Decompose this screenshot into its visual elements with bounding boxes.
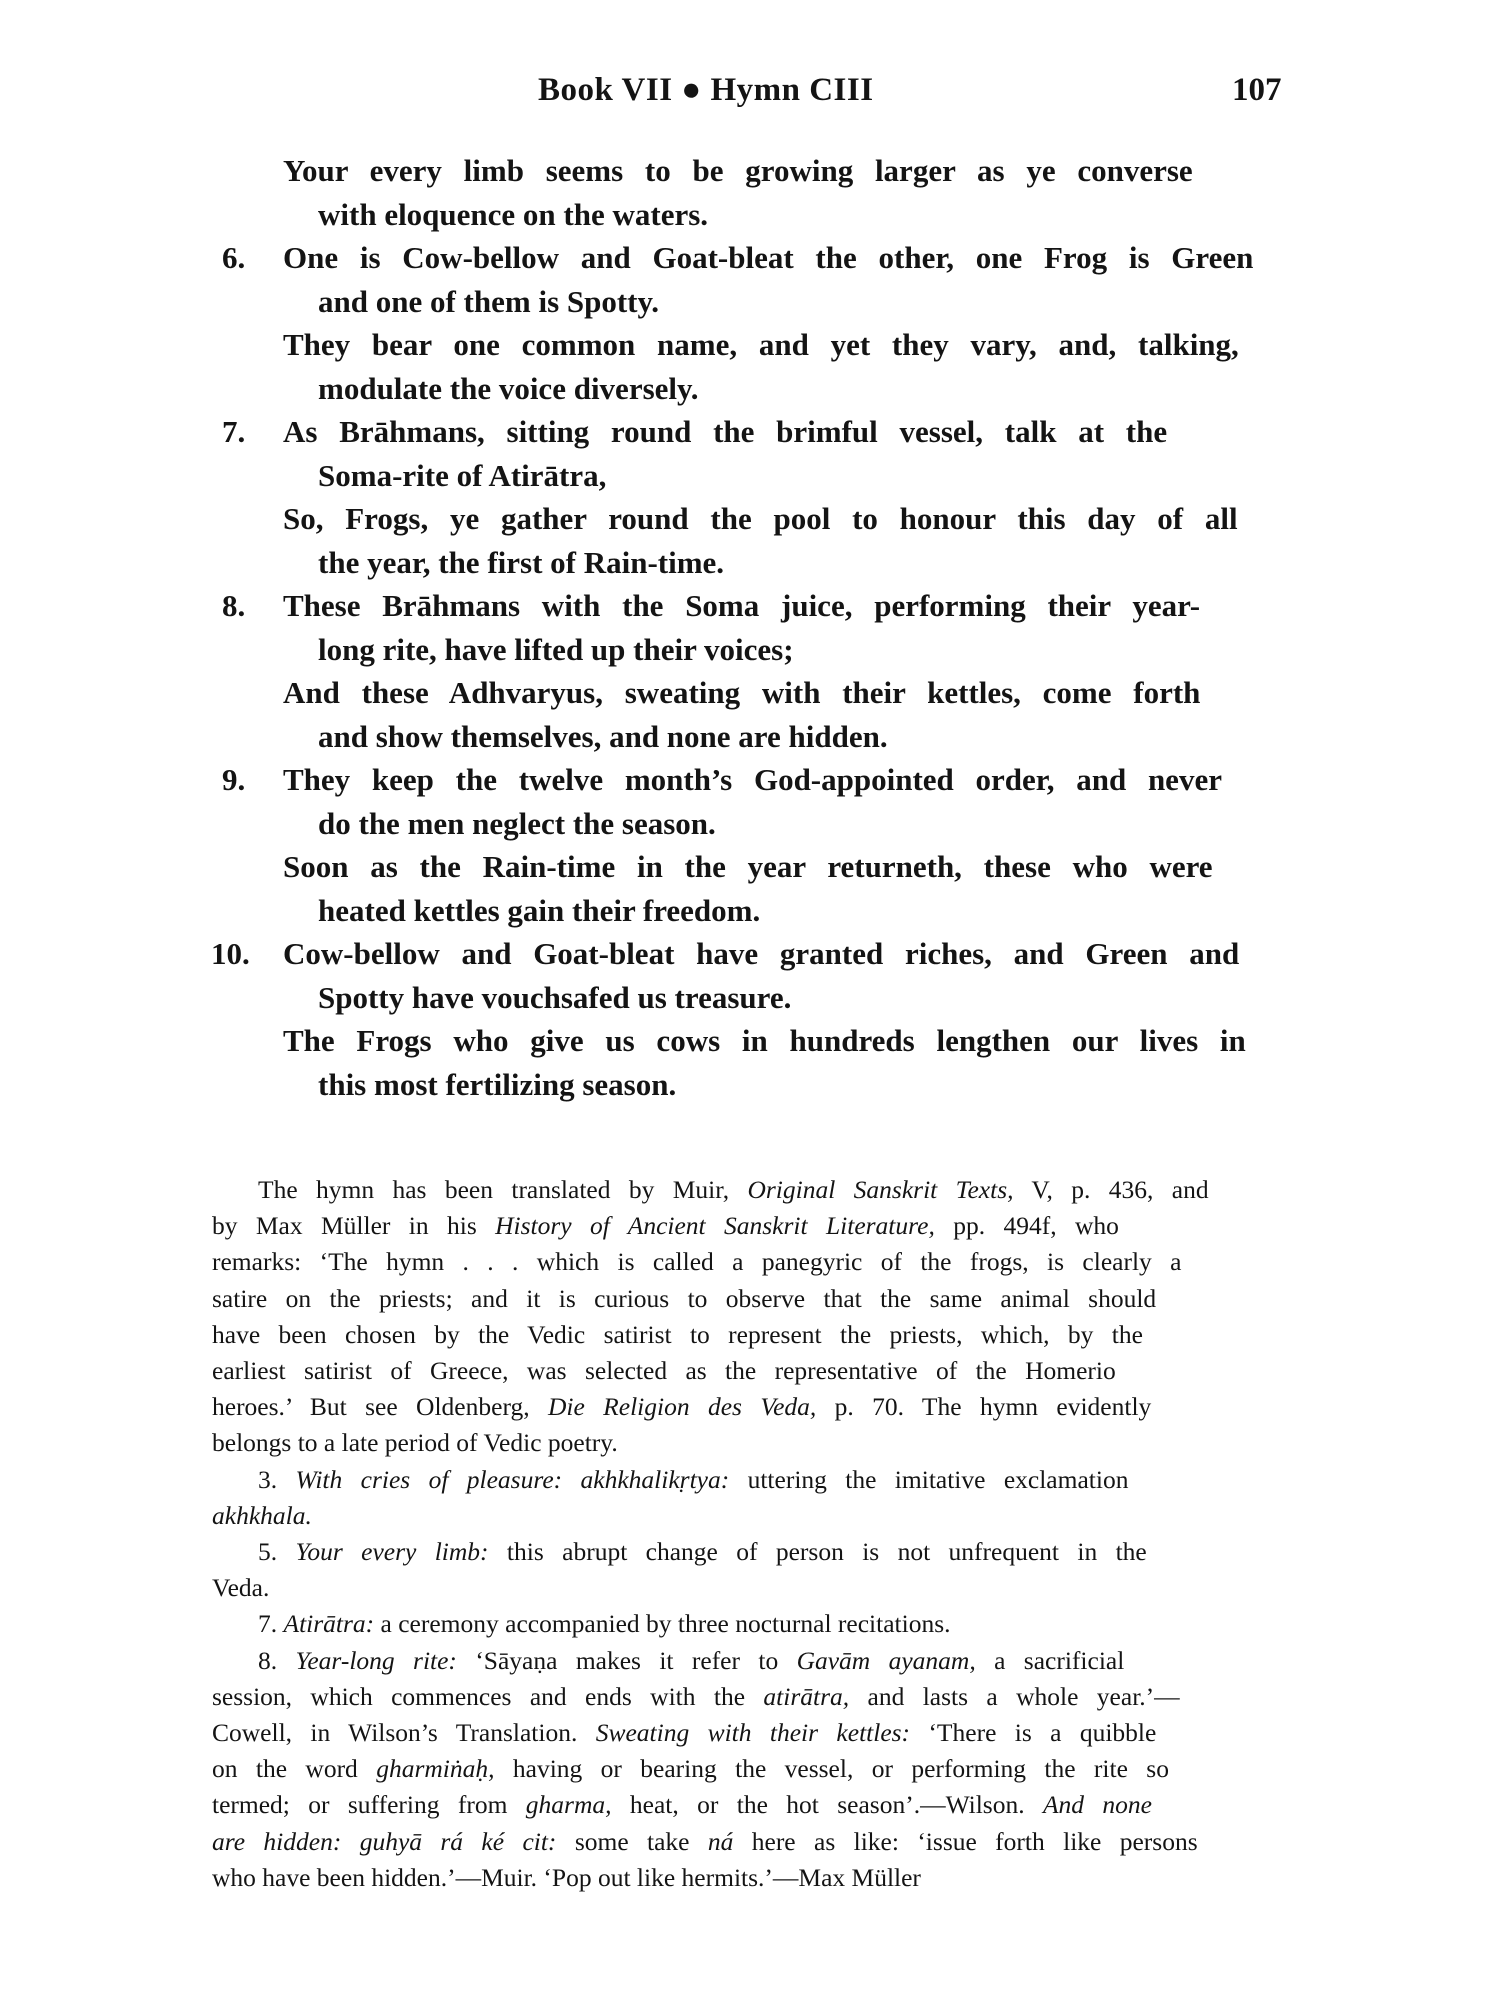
- note-line: 5. Your every limb: this abrupt change of person is not unfrequent in the: [258, 1537, 1147, 1566]
- verse-number: 6.: [222, 240, 246, 275]
- note-line: by Max Müller in his History of Ancient Sanskrit Literature, pp. 494f, who: [212, 1211, 1119, 1241]
- verse-line: Soma-rite of Atirātra,: [318, 457, 607, 493]
- verse-line: These Brāhmans with the Soma juice, performing their year-: [283, 588, 1201, 623]
- note-line: termed; or suffering from gharma, heat, or the hot season’.—Wilson. And none: [212, 1790, 1152, 1820]
- verse-number: 7.: [222, 414, 246, 449]
- note-line: heroes.’ But see Oldenberg, Die Religion des Veda, p. 70. The hymn evidently: [212, 1392, 1152, 1422]
- verse-number: 10.: [211, 936, 250, 971]
- note-line: remarks: ‘The hymn . . . which is called a panegyric of the frogs, is clearly a: [212, 1247, 1182, 1277]
- note-line: on the word gharmiṅaḥ, having or bearing the vessel, or performing the rite so: [212, 1754, 1169, 1784]
- verse-line: Spotty have vouchsafed us treasure.: [318, 979, 792, 1015]
- verse-line: do the men neglect the season.: [318, 805, 716, 841]
- note-line: 7. Atirātra: a ceremony accompanied by three nocturnal recitations.: [258, 1609, 951, 1639]
- note-line: earliest satirist of Greece, was selected as the representative of the Homerio: [212, 1356, 1116, 1385]
- note-line: who have been hidden.’—Muir. ‘Pop out like hermits.’—Max Müller: [212, 1862, 921, 1892]
- note-line: Veda.: [212, 1573, 270, 1603]
- page-header: [0, 72, 1500, 122]
- note-line: 3. With cries of pleasure: akhkhalikṛtya: uttering the imitative exclamation: [258, 1464, 1129, 1494]
- note-line: Cowell, in Wilson’s Translation. Sweating with their kettles: ‘There is a quibble: [212, 1718, 1157, 1747]
- verse-line: and one of them is Spotty.: [318, 283, 660, 319]
- verse-number: 9.: [222, 762, 246, 797]
- verse-line: So, Frogs, ye gather round the pool to honour this day of all: [283, 501, 1238, 536]
- verse-line: And these Adhvaryus, sweating with their kettles, come forth: [283, 675, 1201, 710]
- note-line: have been chosen by the Vedic satirist to represent the priests, which, by the: [212, 1319, 1143, 1349]
- verse-line: this most fertilizing season.: [318, 1066, 677, 1102]
- verse-line: heated kettles gain their freedom.: [318, 892, 761, 928]
- verse-line: modulate the voice diversely.: [318, 370, 699, 406]
- verse-line: One is Cow-bellow and Goat-bleat the other, one Frog is Green: [283, 240, 1254, 275]
- verse-5-line: with eloquence on the waters.: [318, 196, 709, 232]
- verse-number: 8.: [222, 588, 246, 623]
- note-line: satire on the priests; and it is curious to observe that the same animal should: [212, 1283, 1157, 1313]
- verse-line: Cow-bellow and Goat-bleat have granted riches, and Green and: [283, 936, 1240, 971]
- note-line: 8. Year-long rite: ‘Sāyaṇa makes it refer to Gavām ayanam, a sacrificial: [258, 1645, 1125, 1675]
- verse-line: long rite, have lifted up their voices;: [318, 631, 794, 667]
- verse-line: The Frogs who give us cows in hundreds lengthen our lives in: [283, 1023, 1246, 1058]
- note-line: belongs to a late period of Vedic poetry.: [212, 1428, 618, 1458]
- verse-line: They bear one common name, and yet they vary, and, talking,: [283, 327, 1239, 362]
- verse-line: As Brāhmans, sitting round the brimful vessel, talk at the: [283, 414, 1168, 449]
- note-line: are hidden: guhyā rá ké cit: some take ná here as like: ‘issue forth like persons: [212, 1826, 1198, 1856]
- verse-line: and show themselves, and none are hidden.: [318, 718, 888, 754]
- verse-line: the year, the first of Rain-time.: [318, 544, 725, 580]
- verse-5-line: Your every limb seems to be growing larger as ye converse: [283, 153, 1193, 188]
- page-number: 107: [1232, 72, 1282, 108]
- verse-line: They keep the twelve month’s God-appointed order, and never: [283, 762, 1222, 797]
- note-line: akhkhala.: [212, 1500, 312, 1530]
- running-title: Book VII ● Hymn CIII: [538, 72, 874, 108]
- note-line: The hymn has been translated by Muir, Original Sanskrit Texts, V, p. 436, and: [258, 1175, 1209, 1204]
- note-line: session, which commences and ends with the atirātra, and lasts a whole year.’—: [212, 1681, 1180, 1711]
- verse-line: Soon as the Rain-time in the year returneth, these who were: [283, 849, 1213, 884]
